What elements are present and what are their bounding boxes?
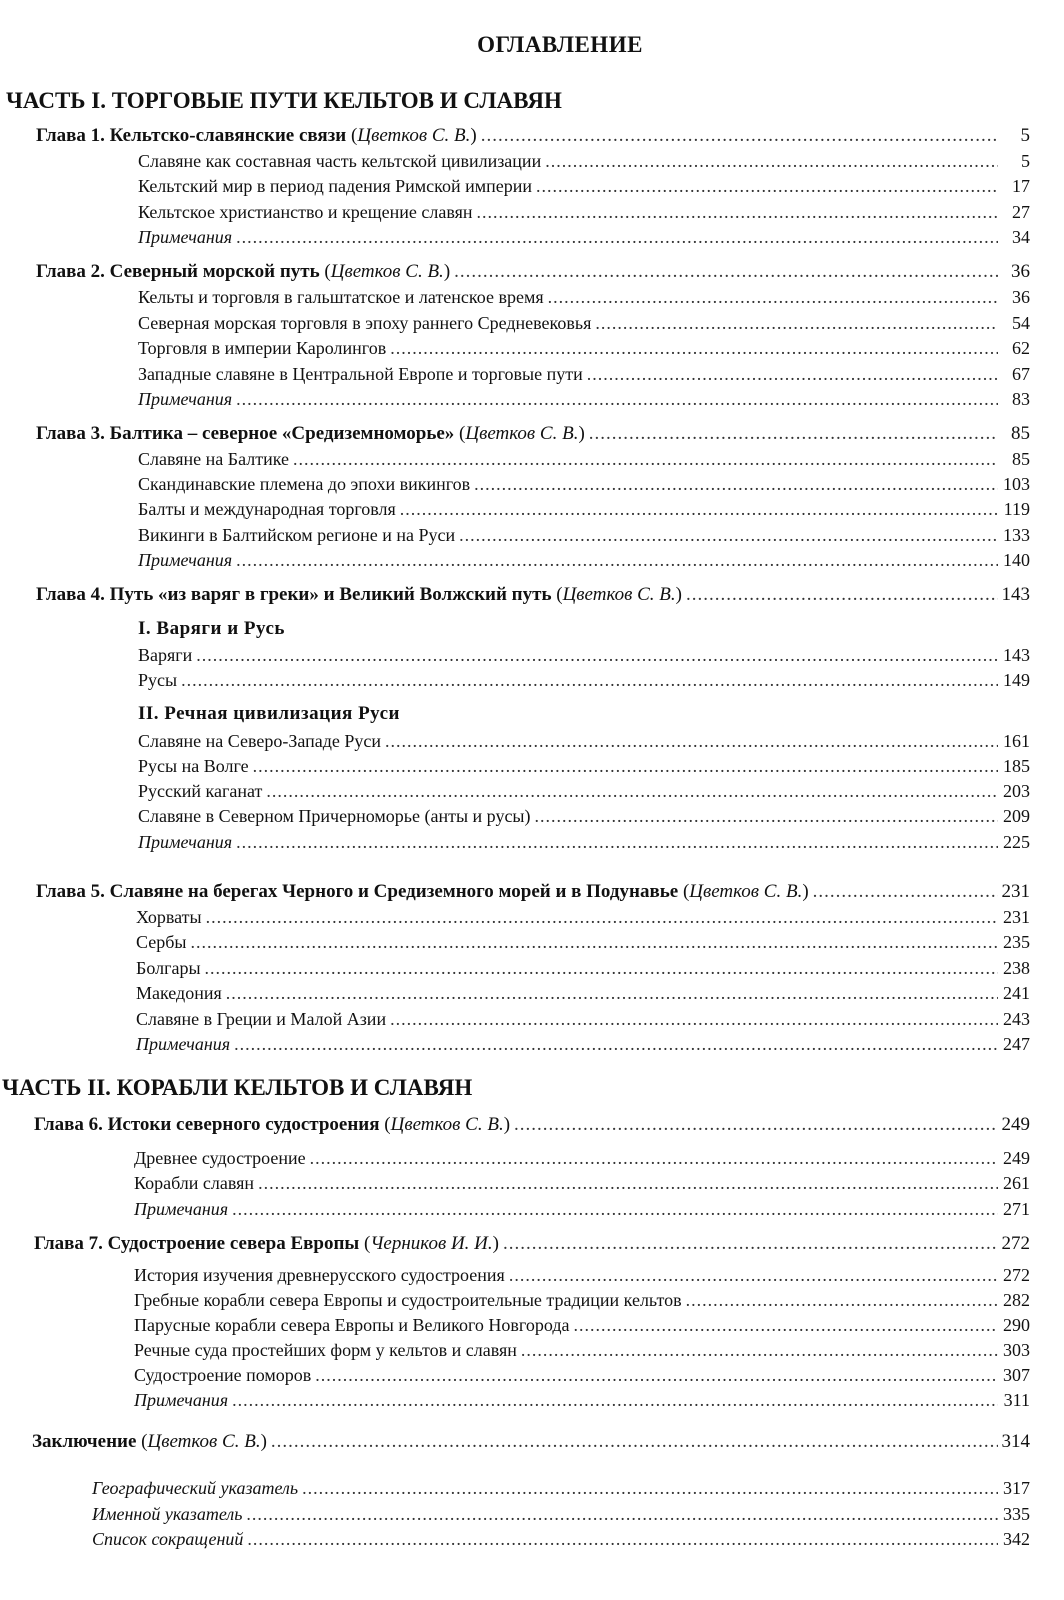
leader-dots — [595, 313, 998, 334]
leader-dots — [477, 202, 998, 223]
page-number: 311 — [1003, 1390, 1030, 1410]
index-title: Список сокращений — [92, 1529, 244, 1549]
section-entry[interactable] — [138, 287, 1030, 308]
page-number: 5 — [1021, 151, 1030, 171]
leader-dots — [573, 1315, 998, 1336]
notes-entry[interactable] — [138, 227, 1030, 248]
chapter-title: Глава 3. Балтика – северное «Средиземноморье» — [36, 423, 455, 444]
page-number: 261 — [1003, 1173, 1030, 1193]
chapter-author: Цветков С. В. — [357, 125, 471, 146]
page-number: 314 — [1001, 1431, 1030, 1452]
leader-dots — [589, 423, 998, 445]
section-title: Примечания — [138, 389, 233, 409]
section-title: Славяне в Греции и Малой Азии — [136, 1009, 387, 1029]
section-entry[interactable] — [134, 1173, 1030, 1194]
section-title: Скандинавские племена до эпохи викингов — [138, 474, 471, 494]
page-number: 249 — [1001, 1114, 1030, 1135]
index-title: Географический указатель — [92, 1478, 299, 1498]
page-number: 85 — [1011, 423, 1030, 444]
section-entry[interactable] — [136, 983, 1030, 1004]
chapter-title: Глава 1. Кельтско-славянские связи — [36, 125, 347, 146]
section-entry[interactable] — [138, 176, 1030, 197]
page-number: 27 — [1012, 202, 1030, 222]
section-entry[interactable] — [134, 1315, 1030, 1336]
section-entry[interactable] — [138, 474, 1030, 495]
conclusion-title: Заключение — [32, 1431, 137, 1452]
section-title: Гребные корабли севера Европы и судостроительные традиции кельтов — [134, 1290, 682, 1310]
chapter-author: Цветков С. В. — [465, 423, 579, 444]
part-heading: ЧАСТЬ I. ТОРГОВЫЕ ПУТИ КЕЛЬТОВ И СЛАВЯН — [6, 88, 562, 113]
chapter-author: Черников И. И. — [370, 1233, 493, 1254]
notes-entry[interactable] — [136, 1034, 1030, 1055]
page-number: 231 — [1001, 881, 1030, 902]
section-entry[interactable] — [134, 1365, 1030, 1386]
leader-dots — [293, 449, 998, 470]
page-number: 36 — [1012, 287, 1030, 307]
leader-dots — [481, 125, 998, 147]
page-number: 249 — [1003, 1148, 1030, 1168]
chapter-title: Глава 4. Путь «из варяг в греки» и Великий Волжский путь — [36, 584, 552, 605]
section-entry[interactable] — [138, 645, 1030, 666]
section-title: Кельтский мир в период падения Римской империи — [138, 176, 533, 196]
leader-dots — [545, 151, 998, 172]
leader-dots — [234, 1034, 998, 1055]
section-entry[interactable] — [136, 907, 1030, 928]
section-entry[interactable] — [138, 499, 1030, 520]
leader-dots — [236, 550, 998, 571]
conclusion-entry[interactable]: Заключение (Цветков С. В.) ..... 314 — [32, 1431, 1030, 1453]
section-entry[interactable] — [138, 781, 1030, 802]
section-title: Парусные корабли севера Европы и Великого Новгорода — [134, 1315, 570, 1335]
page-number: 225 — [1003, 832, 1030, 852]
leader-dots — [310, 1148, 998, 1169]
section-entry[interactable] — [136, 958, 1030, 979]
leader-dots — [686, 584, 998, 606]
leader-dots — [247, 1529, 998, 1550]
part-heading: ЧАСТЬ II. КОРАБЛИ КЕЛЬТОВ И СЛАВЯН — [2, 1075, 473, 1100]
page-number: 34 — [1012, 227, 1030, 247]
section-entry[interactable] — [138, 449, 1030, 470]
section-title: Примечания — [136, 1034, 231, 1054]
page-number: 17 — [1012, 176, 1030, 196]
page-number: 272 — [1003, 1265, 1030, 1285]
section-title: Древнее судостроение — [134, 1148, 306, 1168]
chapter-entry[interactable]: Глава 1. Кельтско-славянские связи (Цветков С. В.) ..... 5 — [36, 125, 1030, 147]
page-number: 140 — [1003, 550, 1030, 570]
section-entry[interactable] — [138, 313, 1030, 334]
section-entry[interactable] — [134, 1148, 1030, 1169]
section-title: Западные славяне в Центральной Европе и торговые пути — [138, 364, 583, 384]
index-title: Именной указатель — [92, 1504, 243, 1524]
leader-dots — [271, 1431, 998, 1453]
section-entry[interactable] — [134, 1290, 1030, 1311]
notes-entry[interactable] — [138, 389, 1030, 410]
leader-dots — [232, 1390, 998, 1411]
page-number: 143 — [1003, 645, 1030, 665]
section-title: Русы — [138, 670, 178, 690]
page-number: 272 — [1001, 1233, 1030, 1254]
page-number: 62 — [1012, 338, 1030, 358]
page-number: 119 — [1003, 499, 1030, 519]
leader-dots — [509, 1265, 998, 1286]
leader-dots — [813, 881, 998, 903]
leader-dots — [266, 781, 998, 802]
page-number: 317 — [1003, 1478, 1030, 1498]
leader-dots — [246, 1504, 998, 1525]
page-number: 36 — [1011, 261, 1030, 282]
page-number: 247 — [1003, 1034, 1030, 1054]
section-title: Примечания — [134, 1199, 229, 1219]
leader-dots — [181, 670, 998, 691]
section-title: Северная морская торговля в эпоху раннего Средневековья — [138, 313, 592, 333]
leader-dots — [390, 338, 998, 359]
section-title: Болгары — [136, 958, 201, 978]
page-number: 238 — [1003, 958, 1030, 978]
section-entry[interactable] — [138, 756, 1030, 777]
index-entry[interactable] — [92, 1504, 1030, 1525]
leader-dots — [205, 958, 998, 979]
section-title: Славяне как составная часть кельтской цивилизации — [138, 151, 542, 171]
page-number: 235 — [1003, 932, 1030, 952]
section-title: Балты и международная торговля — [138, 499, 396, 519]
leader-dots — [521, 1340, 998, 1361]
section-title: Кельтское христианство и крещение славян — [138, 202, 473, 222]
index-entry[interactable] — [92, 1529, 1030, 1550]
page-number: 143 — [1001, 584, 1030, 605]
leader-dots — [548, 287, 998, 308]
section-entry[interactable] — [134, 1265, 1030, 1286]
section-title: Примечания — [138, 550, 233, 570]
chapter-author: Цветков С. В. — [390, 1114, 504, 1135]
leader-dots — [514, 1114, 997, 1136]
section-title: Русский каганат — [138, 781, 263, 801]
leader-dots — [226, 983, 998, 1004]
section-entry[interactable] — [138, 525, 1030, 546]
notes-entry[interactable] — [134, 1199, 1030, 1220]
chapter-entry[interactable]: Глава 4. Путь «из варяг в греки» и Великий Волжский путь (Цветков С. В.) ..... 143 — [36, 584, 1030, 606]
section-title: История изучения древнерусского судостроения — [134, 1265, 505, 1285]
page-number: 54 — [1012, 313, 1030, 333]
section-title: Македония — [136, 983, 222, 1003]
leader-dots — [390, 1009, 998, 1030]
page-number: 303 — [1003, 1340, 1030, 1360]
section-title: Викинги в Балтийском регионе и на Руси — [138, 525, 456, 545]
page-number: 133 — [1003, 525, 1030, 545]
section-title: Торговля в империи Каролингов — [138, 338, 387, 358]
page-number: 83 — [1012, 389, 1030, 409]
page-number: 203 — [1003, 781, 1030, 801]
subpart-heading: II. Речная цивилизация Руси — [138, 703, 400, 724]
page-number: 103 — [1003, 474, 1030, 494]
leader-dots — [535, 806, 998, 827]
section-entry[interactable] — [138, 338, 1030, 359]
page-number: 149 — [1003, 670, 1030, 690]
leader-dots — [190, 932, 998, 953]
page-number: 335 — [1003, 1504, 1030, 1524]
chapter-entry[interactable]: Глава 2. Северный морской путь (Цветков С. В.) ..... 36 — [36, 261, 1030, 283]
leader-dots — [236, 227, 998, 248]
section-entry[interactable] — [136, 932, 1030, 953]
page-number: 209 — [1003, 806, 1030, 826]
section-title: Примечания — [138, 227, 233, 247]
leader-dots — [400, 499, 998, 520]
section-title: Варяги — [138, 645, 193, 665]
leader-dots — [454, 261, 998, 283]
section-title: Примечания — [138, 832, 233, 852]
notes-entry[interactable] — [134, 1390, 1030, 1411]
leader-dots — [385, 731, 998, 752]
section-title: Сербы — [136, 932, 187, 952]
chapter-title: Глава 7. Судостроение севера Европы — [34, 1233, 360, 1254]
chapter-entry[interactable]: Глава 5. Славяне на берегах Черного и Средиземного морей и в Подунавье (Цветков С. В.) ..... 231 — [36, 881, 1030, 903]
leader-dots — [232, 1199, 998, 1220]
page-number: 241 — [1003, 983, 1030, 1003]
leader-dots — [474, 474, 998, 495]
chapter-entry[interactable]: Глава 6. Истоки северного судостроения (Цветков С. В.) ..... 249 — [34, 1114, 1030, 1136]
chapter-title: Глава 2. Северный морской путь — [36, 261, 320, 282]
section-entry[interactable] — [138, 731, 1030, 752]
page-number: 5 — [1020, 125, 1030, 146]
section-title: Русы на Волге — [138, 756, 249, 776]
notes-entry[interactable] — [138, 832, 1030, 853]
leader-dots — [206, 907, 998, 928]
page-number: 342 — [1003, 1529, 1030, 1549]
section-entry[interactable] — [138, 670, 1030, 691]
page-number: 185 — [1003, 756, 1030, 776]
page-number: 243 — [1003, 1009, 1030, 1029]
page-number: 271 — [1003, 1199, 1030, 1219]
section-title: Примечания — [134, 1390, 229, 1410]
leader-dots — [236, 389, 998, 410]
section-title: Хорваты — [136, 907, 202, 927]
section-title: Славяне в Северном Причерноморье (анты и русы) — [138, 806, 531, 826]
section-title: Корабли славян — [134, 1173, 255, 1193]
page-number: 282 — [1003, 1290, 1030, 1310]
section-title: Славяне на Северо-Западе Руси — [138, 731, 382, 751]
page-number: 161 — [1003, 731, 1030, 751]
page-number: 290 — [1003, 1315, 1030, 1335]
leader-dots — [587, 364, 998, 385]
section-entry[interactable] — [138, 151, 1030, 172]
section-title: Кельты и торговля в гальштатское и латенское время — [138, 287, 544, 307]
chapter-entry[interactable]: Глава 7. Судостроение севера Европы (Черников И. И.) ..... 272 — [34, 1233, 1030, 1255]
page-number: 67 — [1012, 364, 1030, 384]
section-title: Славяне на Балтике — [138, 449, 290, 469]
leader-dots — [236, 832, 998, 853]
leader-dots — [315, 1365, 998, 1386]
section-entry[interactable] — [138, 806, 1030, 827]
subpart-heading: I. Варяги и Русь — [138, 618, 285, 639]
conclusion-author: Цветков С. В. — [147, 1431, 261, 1452]
section-entry[interactable] — [138, 364, 1030, 385]
section-title: Речные суда простейших форм у кельтов и славян — [134, 1340, 517, 1360]
chapter-author: Цветков С. В. — [330, 261, 444, 282]
page-number: 85 — [1012, 449, 1030, 469]
leader-dots — [686, 1290, 998, 1311]
section-entry[interactable] — [134, 1340, 1030, 1361]
section-title: Судостроение поморов — [134, 1365, 312, 1385]
chapter-author: Цветков С. В. — [562, 584, 676, 605]
page-number: 231 — [1003, 907, 1030, 927]
notes-entry[interactable] — [138, 550, 1030, 571]
chapter-title: Глава 6. Истоки северного судостроения — [34, 1114, 380, 1135]
page-title: ОГЛАВЛЕНИЕ — [477, 32, 643, 57]
leader-dots — [196, 645, 998, 666]
page-number: 307 — [1003, 1365, 1030, 1385]
leader-dots — [459, 525, 998, 546]
leader-dots — [503, 1233, 998, 1255]
leader-dots — [253, 756, 998, 777]
chapter-author: Цветков С. В. — [689, 881, 803, 902]
index-entry[interactable] — [92, 1478, 1030, 1499]
leader-dots — [536, 176, 998, 197]
section-entry[interactable] — [136, 1009, 1030, 1030]
chapter-entry[interactable]: Глава 3. Балтика – северное «Средиземноморье» (Цветков С. В.) ..... 85 — [36, 423, 1030, 445]
leader-dots — [258, 1173, 998, 1194]
section-entry[interactable] — [138, 202, 1030, 223]
chapter-title: Глава 5. Славяне на берегах Черного и Средиземного морей и в Подунавье — [36, 881, 679, 902]
leader-dots — [302, 1478, 998, 1499]
